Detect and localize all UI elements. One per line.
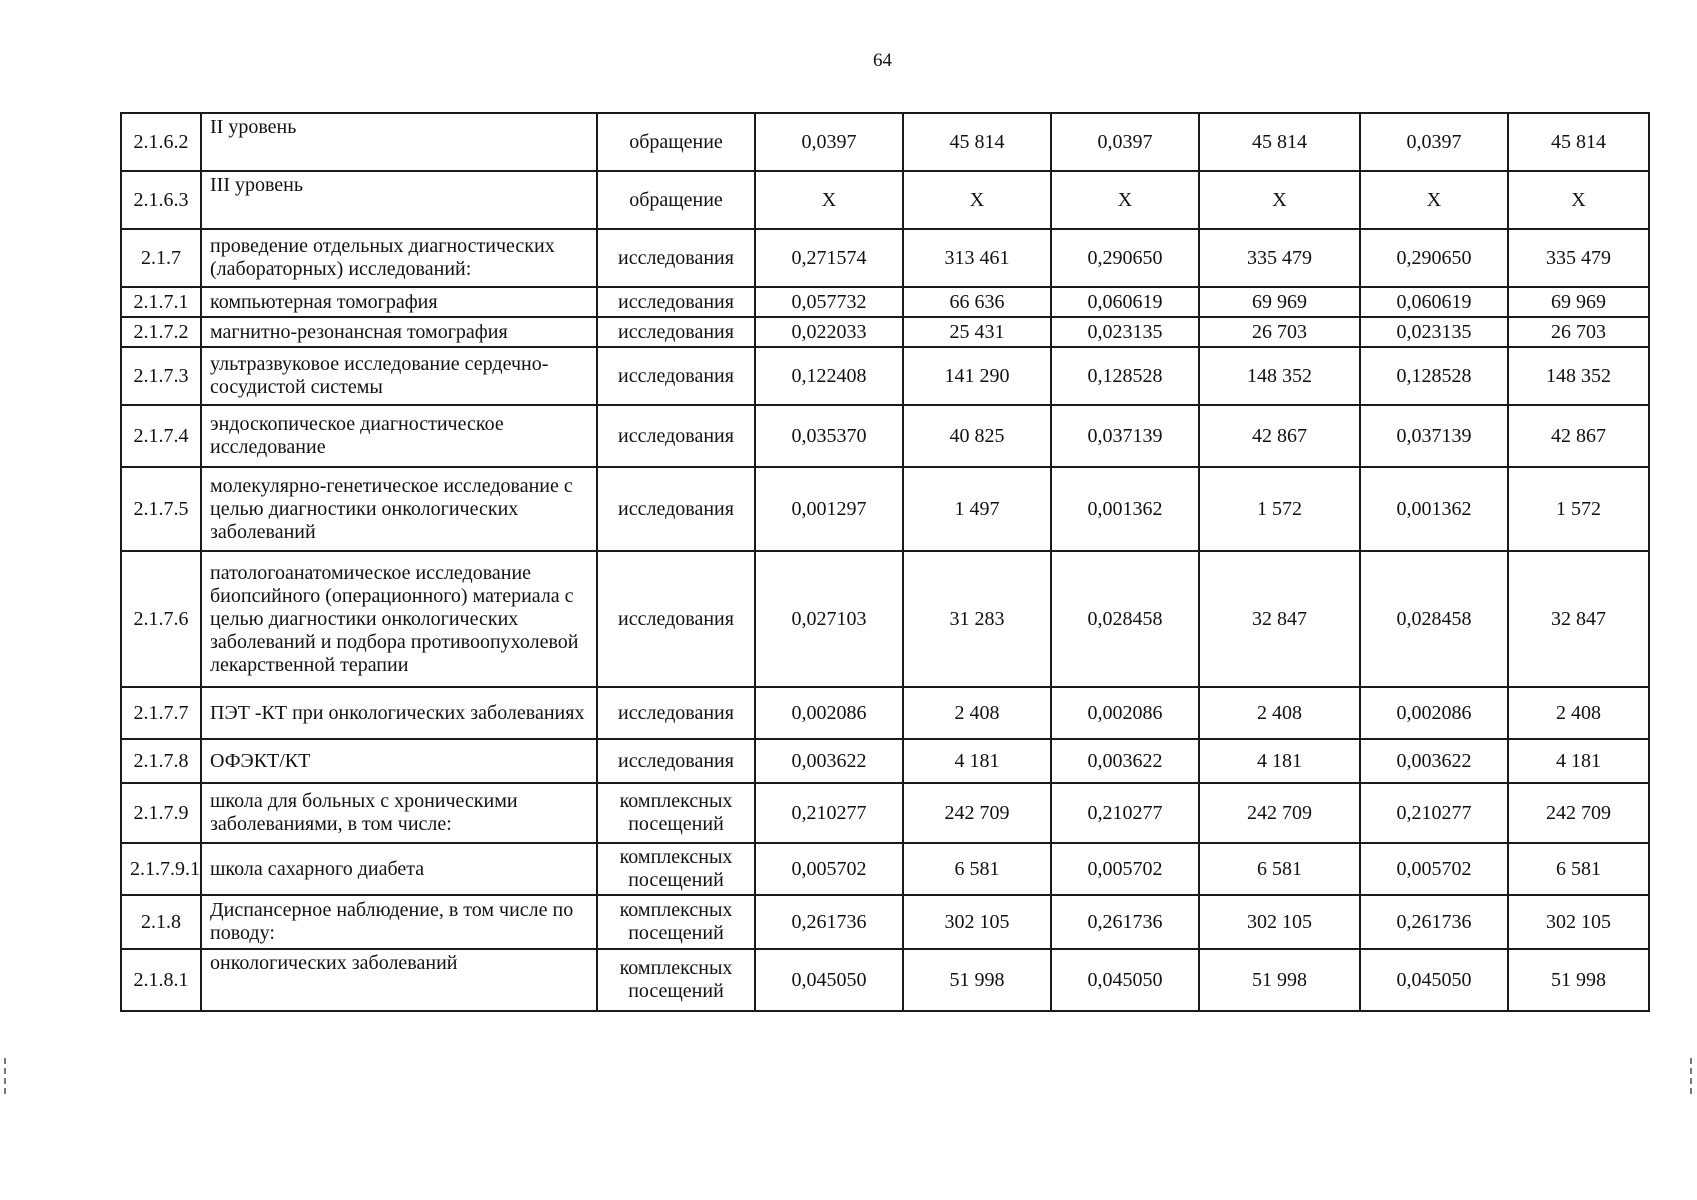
value-cell: 51 998 xyxy=(903,949,1051,1011)
row-name: III уровень xyxy=(201,171,597,229)
table-row xyxy=(121,317,1649,347)
value-cell: 242 709 xyxy=(1508,783,1649,843)
value-cell: 0,037139 xyxy=(1051,405,1199,467)
row-name: ОФЭКТ/КТ xyxy=(201,739,597,783)
value-cell: 0,027103 xyxy=(755,551,903,687)
row-code: 2.1.7.2 xyxy=(121,317,201,347)
row-unit: обращение xyxy=(597,113,755,171)
value-cell: 40 825 xyxy=(903,405,1051,467)
value-cell: 0,261736 xyxy=(1051,895,1199,949)
row-code: 2.1.8.1 xyxy=(121,949,201,1011)
row-code: 2.1.6.2 xyxy=(121,113,201,171)
value-cell: 6 581 xyxy=(1199,843,1360,895)
value-cell: 51 998 xyxy=(1199,949,1360,1011)
value-cell: 0,002086 xyxy=(1051,687,1199,739)
value-cell: X xyxy=(1199,171,1360,229)
table-row xyxy=(121,229,1649,287)
value-cell: 0,045050 xyxy=(755,949,903,1011)
value-cell: 32 847 xyxy=(1508,551,1649,687)
value-cell: 0,002086 xyxy=(755,687,903,739)
value-cell: X xyxy=(1360,171,1508,229)
value-cell: 0,210277 xyxy=(755,783,903,843)
value-cell: 0,005702 xyxy=(755,843,903,895)
row-name: школа сахарного диабета xyxy=(201,843,597,895)
row-unit: исследования xyxy=(597,287,755,317)
value-cell: 45 814 xyxy=(1508,113,1649,171)
row-name: Диспансерное наблюдение, в том числе по поводу: xyxy=(201,895,597,949)
table-row xyxy=(121,287,1649,317)
value-cell: 148 352 xyxy=(1199,347,1360,405)
table-row xyxy=(121,895,1649,949)
value-cell: 0,045050 xyxy=(1051,949,1199,1011)
value-cell: 0,005702 xyxy=(1360,843,1508,895)
table-row xyxy=(121,783,1649,843)
value-cell: 0,128528 xyxy=(1051,347,1199,405)
row-name: ультразвуковое исследование сердечно-сосудистой системы xyxy=(201,347,597,405)
value-cell: 2 408 xyxy=(903,687,1051,739)
value-cell: 42 867 xyxy=(1199,405,1360,467)
value-cell: 69 969 xyxy=(1199,287,1360,317)
value-cell: 0,057732 xyxy=(755,287,903,317)
value-cell: X xyxy=(755,171,903,229)
value-cell: 335 479 xyxy=(1508,229,1649,287)
value-cell: 302 105 xyxy=(1199,895,1360,949)
value-cell: X xyxy=(1508,171,1649,229)
value-cell: 0,290650 xyxy=(1360,229,1508,287)
row-unit: комплексных посещений xyxy=(597,783,755,843)
value-cell: 0,001362 xyxy=(1360,467,1508,551)
value-cell: 45 814 xyxy=(903,113,1051,171)
value-cell: 1 572 xyxy=(1508,467,1649,551)
table-row xyxy=(121,113,1649,171)
row-unit: исследования xyxy=(597,551,755,687)
row-code: 2.1.7.3 xyxy=(121,347,201,405)
value-cell: 31 283 xyxy=(903,551,1051,687)
row-code: 2.1.8 xyxy=(121,895,201,949)
row-code: 2.1.7.8 xyxy=(121,739,201,783)
value-cell: 26 703 xyxy=(1199,317,1360,347)
value-cell: 4 181 xyxy=(903,739,1051,783)
value-cell: 0,0397 xyxy=(1051,113,1199,171)
row-code: 2.1.7.9 xyxy=(121,783,201,843)
row-name: II уровень xyxy=(201,113,597,171)
value-cell: 0,005702 xyxy=(1051,843,1199,895)
value-cell: 0,001362 xyxy=(1051,467,1199,551)
value-cell: 148 352 xyxy=(1508,347,1649,405)
value-cell: 0,028458 xyxy=(1360,551,1508,687)
value-cell: 313 461 xyxy=(903,229,1051,287)
value-cell: 2 408 xyxy=(1199,687,1360,739)
value-cell: 26 703 xyxy=(1508,317,1649,347)
value-cell: 0,003622 xyxy=(755,739,903,783)
row-code: 2.1.7.5 xyxy=(121,467,201,551)
value-cell: 0,128528 xyxy=(1360,347,1508,405)
value-cell: 0,035370 xyxy=(755,405,903,467)
row-code: 2.1.7.1 xyxy=(121,287,201,317)
value-cell: 242 709 xyxy=(903,783,1051,843)
value-cell: 6 581 xyxy=(903,843,1051,895)
value-cell: 0,122408 xyxy=(755,347,903,405)
table-row xyxy=(121,405,1649,467)
row-unit: обращение xyxy=(597,171,755,229)
value-cell: 25 431 xyxy=(903,317,1051,347)
table-row xyxy=(121,949,1649,1011)
value-cell: 1 497 xyxy=(903,467,1051,551)
row-code: 2.1.7.7 xyxy=(121,687,201,739)
row-unit: комплексных посещений xyxy=(597,895,755,949)
value-cell: 69 969 xyxy=(1508,287,1649,317)
table-row xyxy=(121,467,1649,551)
scan-mark-right xyxy=(1690,1058,1694,1094)
table-row xyxy=(121,687,1649,739)
row-name: ПЭТ -КТ при онкологических заболеваниях xyxy=(201,687,597,739)
row-name: молекулярно-генетическое исследование с целью диагностики онкологических заболеваний xyxy=(201,467,597,551)
row-name: компьютерная томография xyxy=(201,287,597,317)
value-cell: 0,0397 xyxy=(755,113,903,171)
row-name: магнитно-резонансная томография xyxy=(201,317,597,347)
value-cell: 335 479 xyxy=(1199,229,1360,287)
value-cell: 0,003622 xyxy=(1360,739,1508,783)
scan-mark-left xyxy=(4,1058,8,1094)
table-row xyxy=(121,347,1649,405)
value-cell: 0,022033 xyxy=(755,317,903,347)
value-cell: 2 408 xyxy=(1508,687,1649,739)
row-name: эндоскопическое диагностическое исследование xyxy=(201,405,597,467)
row-code: 2.1.7.6 xyxy=(121,551,201,687)
value-cell: 302 105 xyxy=(1508,895,1649,949)
row-unit: исследования xyxy=(597,229,755,287)
row-unit: исследования xyxy=(597,687,755,739)
row-name: онкологических заболеваний xyxy=(201,949,597,1011)
value-cell: 141 290 xyxy=(903,347,1051,405)
value-cell: 0,001297 xyxy=(755,467,903,551)
value-cell: 0,271574 xyxy=(755,229,903,287)
value-cell: 0,003622 xyxy=(1051,739,1199,783)
value-cell: 0,023135 xyxy=(1360,317,1508,347)
row-unit: исследования xyxy=(597,405,755,467)
value-cell: 0,045050 xyxy=(1360,949,1508,1011)
value-cell: 1 572 xyxy=(1199,467,1360,551)
table-row xyxy=(121,171,1649,229)
value-cell: 0,037139 xyxy=(1360,405,1508,467)
row-unit: исследования xyxy=(597,467,755,551)
table-row xyxy=(121,739,1649,783)
table-body xyxy=(121,113,1649,1011)
value-cell: X xyxy=(1051,171,1199,229)
row-name: патологоанатомическое исследование биопсийного (операционного) материала с целью диагностики онкологических заболеваний и подбора противоопухолевой лекарственной терапии xyxy=(201,551,597,687)
value-cell: 0,210277 xyxy=(1051,783,1199,843)
value-cell: 42 867 xyxy=(1508,405,1649,467)
value-cell: 4 181 xyxy=(1199,739,1360,783)
value-cell: 32 847 xyxy=(1199,551,1360,687)
value-cell: 4 181 xyxy=(1508,739,1649,783)
value-cell: 0,0397 xyxy=(1360,113,1508,171)
row-code: 2.1.7.4 xyxy=(121,405,201,467)
value-cell: 0,210277 xyxy=(1360,783,1508,843)
row-name: проведение отдельных диагностических (лабораторных) исследований: xyxy=(201,229,597,287)
row-code: 2.1.7 xyxy=(121,229,201,287)
value-cell: 0,002086 xyxy=(1360,687,1508,739)
value-cell: 6 581 xyxy=(1508,843,1649,895)
value-cell: 51 998 xyxy=(1508,949,1649,1011)
row-name: школа для больных с хроническими заболеваниями, в том числе: xyxy=(201,783,597,843)
row-code: 2.1.7.9.1 xyxy=(121,843,201,895)
value-cell: 0,060619 xyxy=(1360,287,1508,317)
page-number: 64 xyxy=(873,50,892,71)
value-cell: 45 814 xyxy=(1199,113,1360,171)
row-unit: исследования xyxy=(597,739,755,783)
table-row xyxy=(121,551,1649,687)
row-unit: комплексных посещений xyxy=(597,843,755,895)
value-cell: 0,023135 xyxy=(1051,317,1199,347)
value-cell: X xyxy=(903,171,1051,229)
table-row xyxy=(121,843,1649,895)
value-cell: 0,028458 xyxy=(1051,551,1199,687)
row-unit: исследования xyxy=(597,347,755,405)
value-cell: 0,261736 xyxy=(755,895,903,949)
value-cell: 0,261736 xyxy=(1360,895,1508,949)
row-unit: комплексных посещений xyxy=(597,949,755,1011)
row-unit: исследования xyxy=(597,317,755,347)
value-cell: 66 636 xyxy=(903,287,1051,317)
row-code: 2.1.6.3 xyxy=(121,171,201,229)
value-cell: 242 709 xyxy=(1199,783,1360,843)
data-table xyxy=(120,112,1650,1012)
value-cell: 0,060619 xyxy=(1051,287,1199,317)
value-cell: 302 105 xyxy=(903,895,1051,949)
value-cell: 0,290650 xyxy=(1051,229,1199,287)
